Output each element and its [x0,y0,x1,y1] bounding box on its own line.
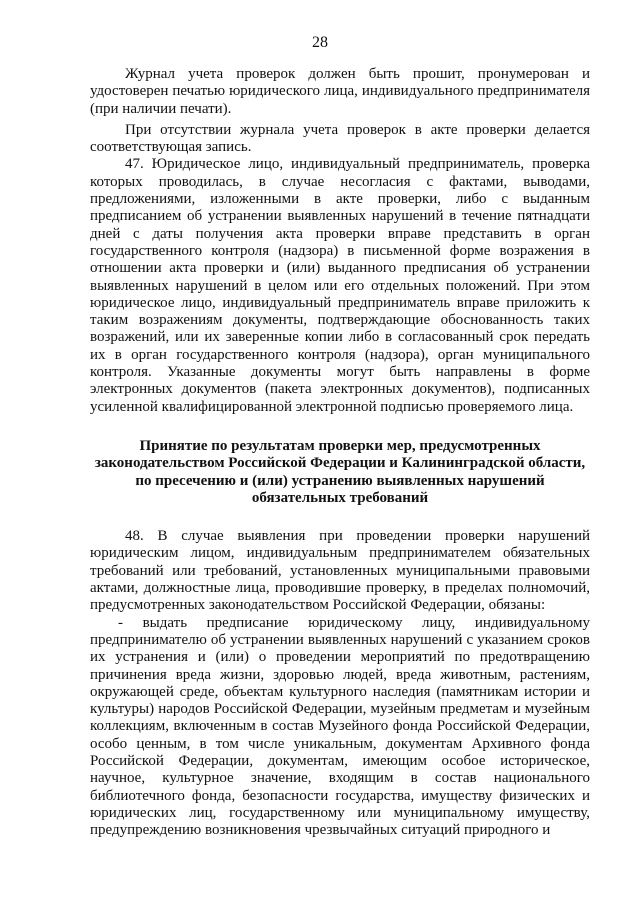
list-item-issue-order: - выдать предписание юридическому лицу, индивидуальному предпринимателю об устранении выявленных нарушений с указанием сроков их устранения и (или) о проведении мероприятий по предотвращению причинения вреда жизни, здоровью людей, вреда животным, растениям, окружающей среде, объектам культурного наследия (памятникам истории и культуры) народов Российской Федерации, музейным предметам и музейным коллекциям, включенным в состав Музейного фонда Российской Федерации, особо ценным, в том числе уникальным, документам Архивного фонда Российской Федерации, документам, имеющим особое историческое, научное, культурное значение, входящим в состав национального библиотечного фонда, безопасности государства, имуществу физических и юридических лиц, государственному или муниципальному имуществу, предупреждению возникновения чрезвычайных ситуаций природного и [90,614,590,839]
paragraph-journal-binding: Журнал учета проверок должен быть прошит, пронумерован и удостоверен печатью юридического лица, индивидуального предпринимателя (при наличии печати). [90,66,590,117]
page-number: 28 [312,34,328,51]
section-heading: Принятие по результатам проверки мер, предусмотренных законодательством Российской Федерации и Калининградской области, по пресечению и (или) устранению выявленных нарушений обязательных требований [94,437,586,506]
document-body [90,66,590,839]
paragraph-47-objections: 47. Юридическое лицо, индивидуальный предприниматель, проверка которых проводилась, в случае несогласия с фактами, выводами, предложениями, изложенными в акте проверки, либо с выданным предписанием об устранении выявленных нарушений в течение пятнадцати дней с даты получения акта проверки вправе представить в орган государственного контроля (надзора) в письменной форме возражения в отношении акта проверки и (или) выданного предписания об устранении выявленных нарушений в целом или его отдельных положений. При этом юридическое лицо, индивидуальный предприниматель вправе приложить к таким возражениям документы, подтверждающие обоснованность таких возражений, или их заверенные копии либо в согласованный срок передать их в орган государственного контроля (надзора), орган муниципального контроля. Указанные документы могут быть направлены в форме электронных документов (пакета электронных документов), подписанных усиленной квалифицированной электронной подписью проверяемого лица. [90,156,590,415]
paragraph-48-obligations: 48. В случае выявления при проведении проверки нарушений юридическим лицом, индивидуальным предпринимателем обязательных требований или требований, установленных муниципальными правовыми актами, должностные лица, проводившие проверку, в пределах полномочий, предусмотренных законодательством Российской Федерации, обязаны: [90,528,590,614]
paragraph-journal-absence: При отсутствии журнала учета проверок в акте проверки делается соответствующая запись. [90,121,590,156]
